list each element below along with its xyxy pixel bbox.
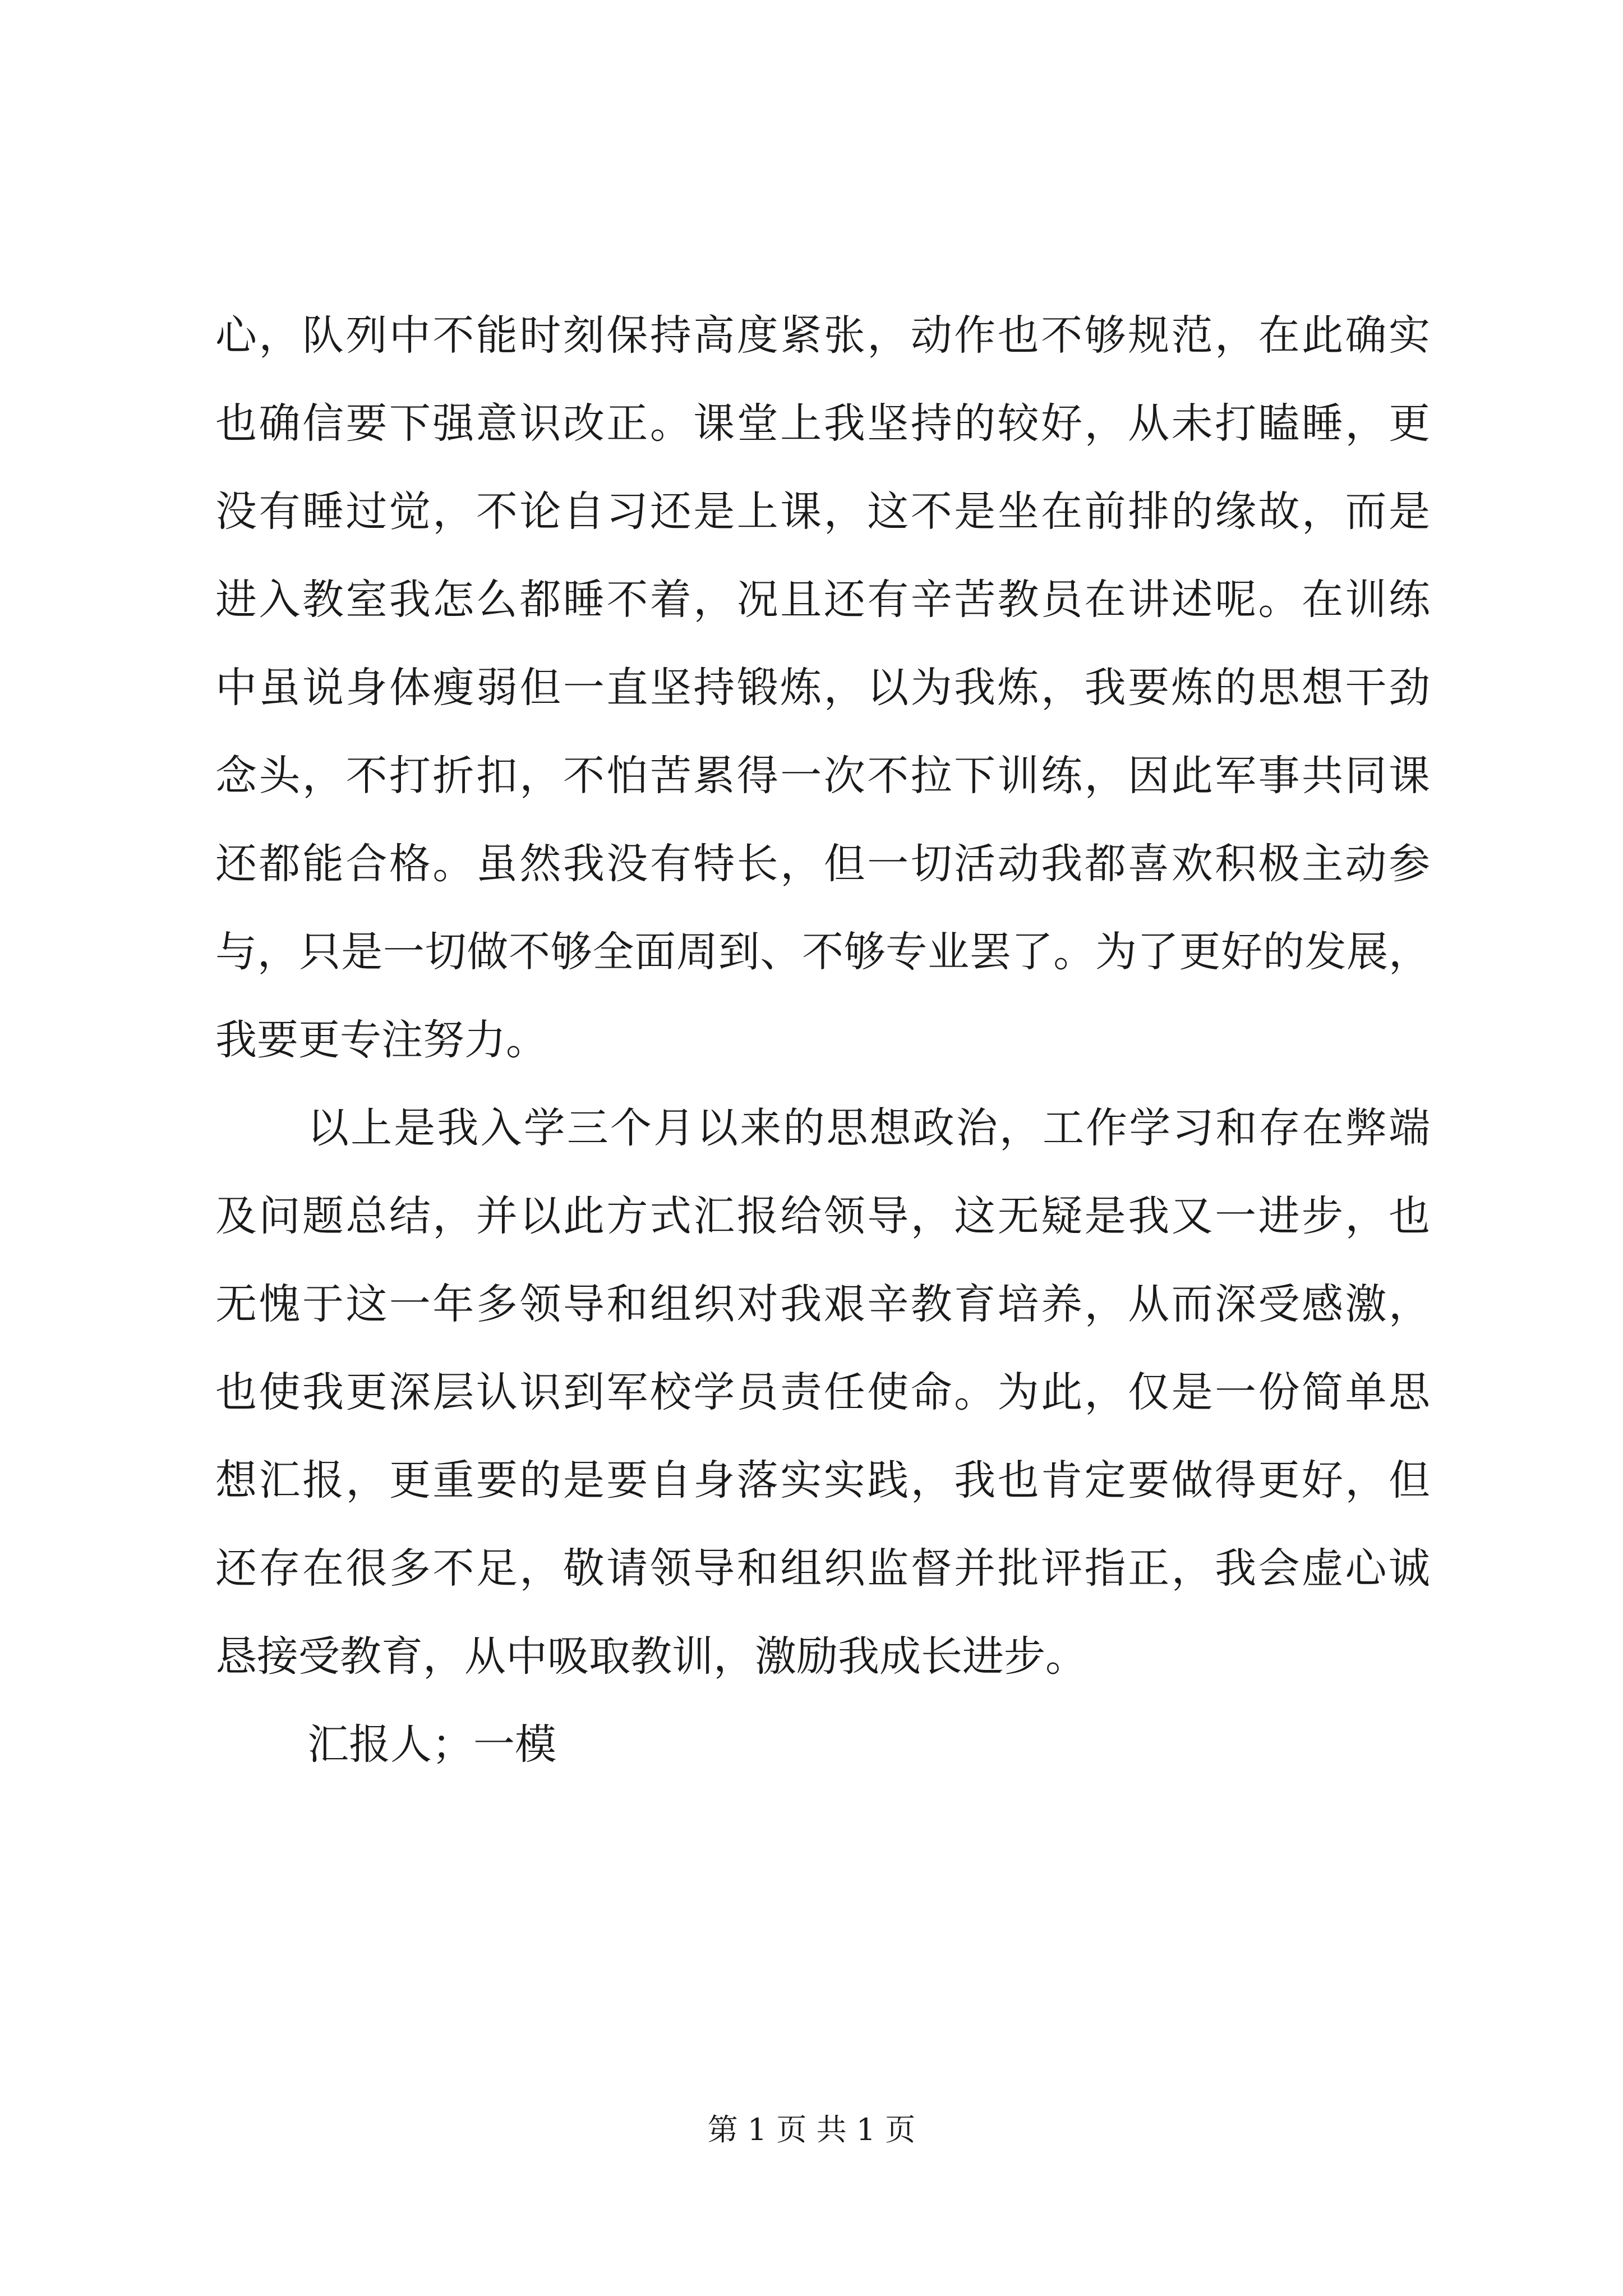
text-line: 进入教室我怎么都睡不着，况且还有辛苦教员在讲述呢。在训练: [215, 576, 1430, 624]
text-line: 中虽说身体瘦弱但一直坚持锻炼，以为我炼，我要炼的思想干劲: [215, 664, 1430, 712]
text-line: 还都能合格。虽然我没有特长，但一切活动我都喜欢积极主动参: [215, 840, 1430, 888]
text-line: 也确信要下强意识改正。课堂上我坚持的较好，从未打瞌睡，更: [215, 399, 1430, 448]
text-line: 我要更专注努力。: [215, 1016, 547, 1064]
page-number-footer: 第 1 页 共 1 页: [707, 2112, 916, 2147]
text-line: 也使我更深层认识到军校学员责任使命。为此，仅是一份简单思: [215, 1368, 1430, 1416]
text-line: 及问题总结，并以此方式汇报给领导，这无疑是我又一进步，也: [215, 1192, 1430, 1240]
text-line: 无愧于这一年多领导和组织对我艰辛教育培养，从而深受感激，: [215, 1280, 1430, 1328]
text-line: 以上是我入学三个月以来的思想政治，工作学习和存在弊端: [307, 1104, 1430, 1152]
text-line: 还存在很多不足，敬请领导和组织监督并批评指正，我会虚心诚: [215, 1544, 1430, 1593]
text-line: 没有睡过觉，不论自习还是上课，这不是坐在前排的缘故，而是: [215, 487, 1430, 536]
text-line: 念头，不打折扣，不怕苦累得一次不拉下训练，因此军事共同课: [215, 752, 1430, 800]
text-line: 心，队列中不能时刻保持高度紧张，动作也不够规范，在此确实: [215, 311, 1430, 360]
text-line: 与，只是一切做不够全面周到、不够专业罢了。为了更好的发展，: [215, 928, 1430, 976]
text-line: 恳接受教育，从中吸取教训，激励我成长进步。: [215, 1632, 1087, 1681]
signature-line: 汇报人；一模: [307, 1720, 556, 1769]
text-line: 想汇报，更重要的是要自身落实实践，我也肯定要做得更好，但: [215, 1456, 1430, 1504]
